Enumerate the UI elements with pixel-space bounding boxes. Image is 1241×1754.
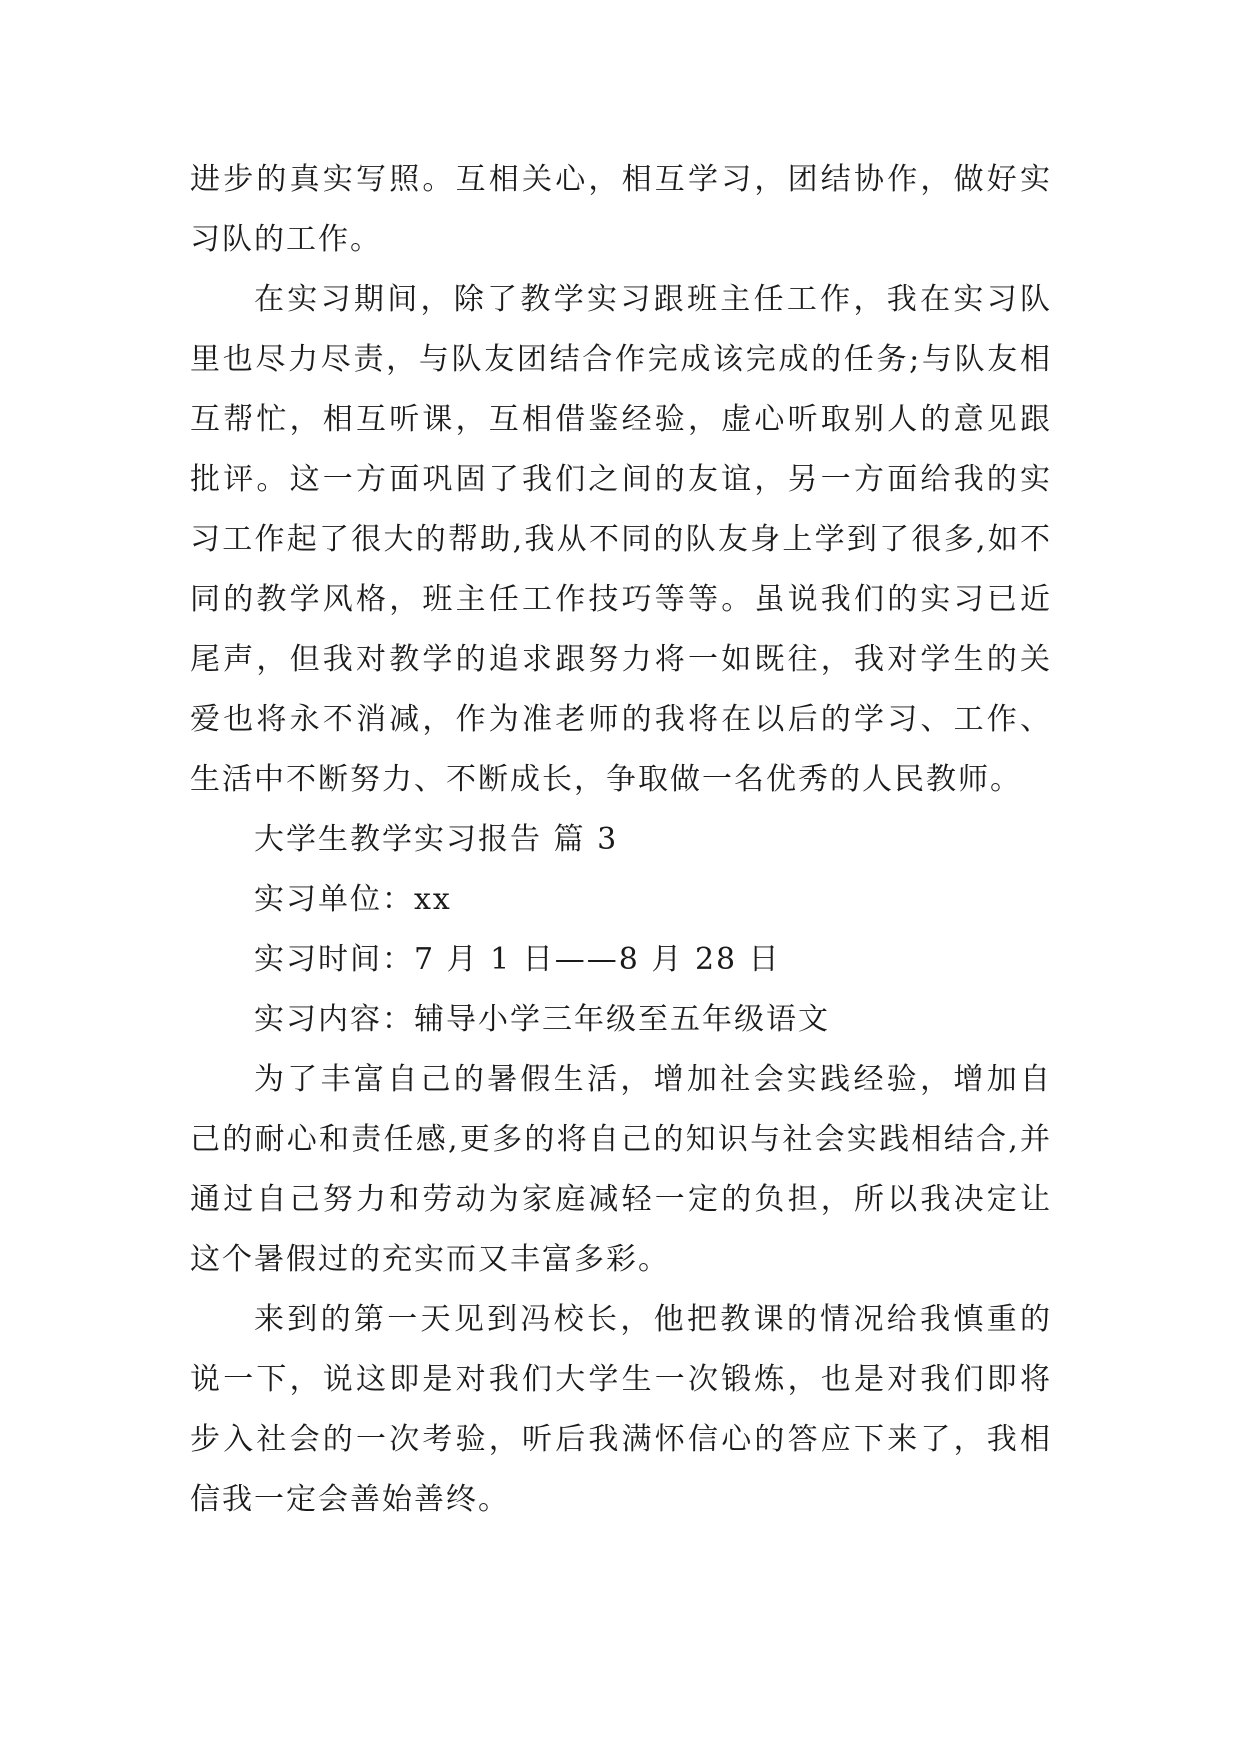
internship-unit: 实习单位：xx: [254, 882, 452, 917]
paragraph-first-day: 来到的第一天见到冯校长，他把教课的情况给我慎重的说一下，说这即是对我们大学生一次锻炼，也是对我们即将步入社会的一次考验，听后我满怀信心的答应下来了，我相信我一定会善始善终。: [190, 1302, 1052, 1517]
paragraph-continuation: 进步的真实写照。互相关心，相互学习，团结协作，做好实习队的工作。: [190, 162, 1052, 257]
internship-content: 实习内容：辅导小学三年级至五年级语文: [254, 1002, 830, 1037]
internship-time: 实习时间：7 月 1 日——8 月 28 日: [254, 942, 781, 977]
paragraph-motivation: 为了丰富自己的暑假生活，增加社会实践经验，增加自己的耐心和责任感,更多的将自己的知识与社会实践相结合,并通过自己努力和劳动为家庭减轻一定的负担，所以我决定让这个暑假过的充实而又丰富多彩。: [190, 1062, 1052, 1277]
section-heading: 大学生教学实习报告 篇 3: [254, 822, 619, 857]
paragraph-internship-team: 在实习期间，除了教学实习跟班主任工作，我在实习队里也尽力尽责，与队友团结合作完成该完成的任务;与队友相互帮忙，相互听课，互相借鉴经验，虚心听取别人的意见跟批评。这一方面巩固了我们之间的友谊，另一方面给我的实习工作起了很大的帮助,我从不同的队友身上学到了很多,如不同的教学风格，班主任工作技巧等等。虽说我们的实习已近尾声，但我对教学的追求跟努力将一如既往，我对学生的关爱也将永不消减，作为准老师的我将在以后的学习、工作、生活中不断努力、不断成长，争取做一名优秀的人民教师。: [190, 282, 1052, 797]
document-body: [190, 150, 1052, 1530]
